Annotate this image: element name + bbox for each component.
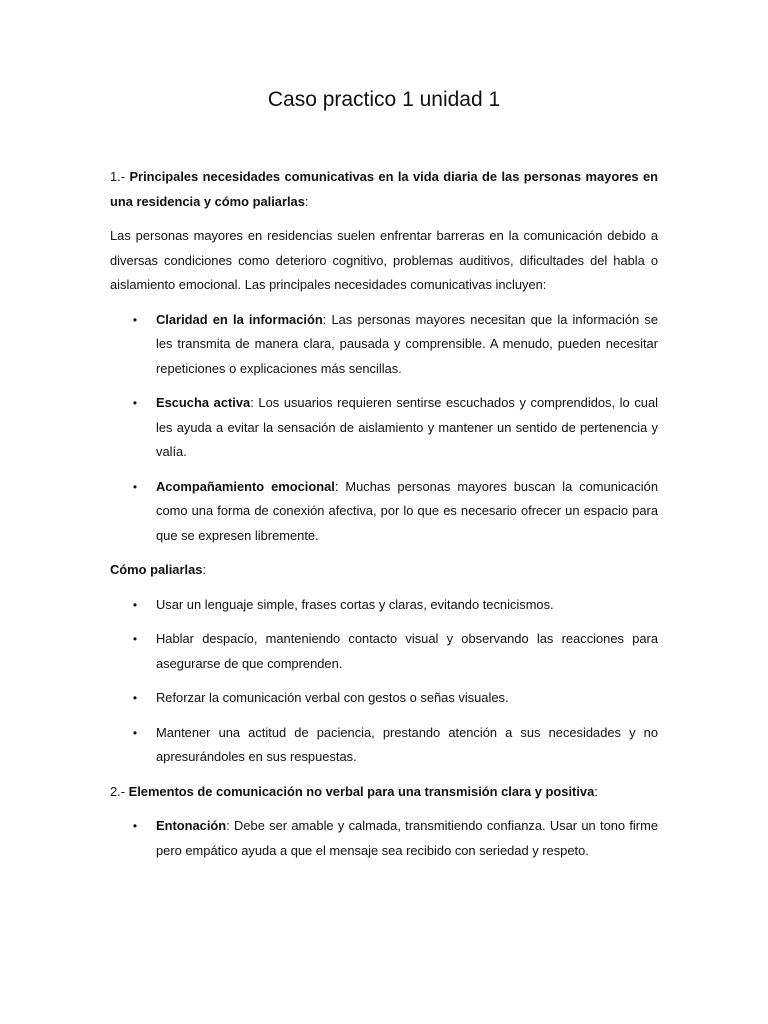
need-label: Acompañamiento emocional	[156, 478, 335, 494]
section-1-heading	[110, 165, 658, 214]
needs-list	[110, 308, 658, 549]
list-item	[110, 308, 658, 382]
section-2-heading-suffix: :	[594, 783, 598, 799]
remedies-heading	[110, 558, 658, 583]
bullet-icon: •	[132, 691, 138, 705]
need-text: : Muchas personas mayores buscan la comunicación como una forma de conexión afectiva, por lo que es necesario ofrecer un espacio para que se expresen libremente.	[156, 478, 658, 543]
remedies-heading-text: Cómo paliarlas	[110, 562, 203, 577]
remedy-text: Mantener una actitud de paciencia, prestando atención a sus necesidades y no apresurándoles en sus respuestas.	[156, 724, 658, 764]
section-2-number: 2.-	[110, 783, 129, 799]
remedy-text: Usar un lenguaje simple, frases cortas y claras, evitando tecnicismos.	[156, 596, 554, 612]
need-label: Claridad en la información	[156, 311, 323, 327]
list-item	[110, 721, 658, 770]
bullet-icon: •	[132, 632, 138, 646]
nonverbal-list	[110, 814, 658, 863]
page-title: Caso practico 1 unidad 1	[267, 88, 501, 111]
need-text: : Las personas mayores necesitan que la información se les transmita de manera clara, pausada y comprensible. A menudo, pueden necesitar repeticiones o explicaciones más sencillas.	[156, 311, 658, 376]
remedy-text: Reforzar la comunicación verbal con gestos o señas visuales.	[156, 690, 509, 705]
bullet-icon: •	[132, 479, 138, 494]
list-item	[110, 814, 658, 863]
bullet-icon: •	[132, 725, 138, 740]
section-1-heading-suffix: :	[304, 193, 309, 209]
list-item	[110, 686, 658, 711]
section-1-heading-text: Principales necesidades comunicativas en la vida diaria de las personas mayores en una residencia y cómo paliarlas	[110, 169, 659, 209]
need-text: : Los usuarios requieren sentirse escuchados y comprendidos, lo cual les ayuda a evitar la sensación de aislamiento y mantener un sentido de pertenencia y valía.	[156, 395, 658, 459]
bullet-icon: •	[132, 597, 138, 612]
section-1-intro: Las personas mayores en residencias suelen enfrentar barreras en la comunicación debido a diversas condiciones como deterioro cognitivo, problemas auditivos, dificultades del habla o aislamiento emocional. Las principales necesidades comunicativas incluyen:	[110, 228, 658, 292]
document-body	[110, 165, 658, 873]
bullet-icon: •	[132, 819, 138, 833]
list-item	[110, 475, 658, 549]
list-item	[110, 593, 658, 618]
nonverbal-text: : Debe ser amable y calmada, transmitiendo confianza. Usar un tono firme pero empático ayuda a que el mensaje sea recibido con seriedad y respeto.	[156, 818, 658, 858]
section-2-heading	[110, 780, 658, 805]
section-2-heading-text: Elementos de comunicación no verbal para una transmisión clara y positiva	[128, 783, 595, 799]
remedies-heading-suffix: :	[202, 562, 207, 577]
nonverbal-label: Entonación	[156, 818, 227, 833]
remedy-text: Hablar despacio, manteniendo contacto visual y observando las reacciones para asegurarse de que comprenden.	[156, 631, 658, 671]
need-label: Escucha activa	[156, 395, 251, 410]
section-1-number: 1.-	[110, 169, 130, 184]
bullet-icon: •	[132, 396, 138, 410]
list-item	[110, 391, 658, 465]
bullet-icon: •	[132, 312, 138, 327]
remedies-list	[110, 593, 658, 770]
list-item	[110, 627, 658, 676]
